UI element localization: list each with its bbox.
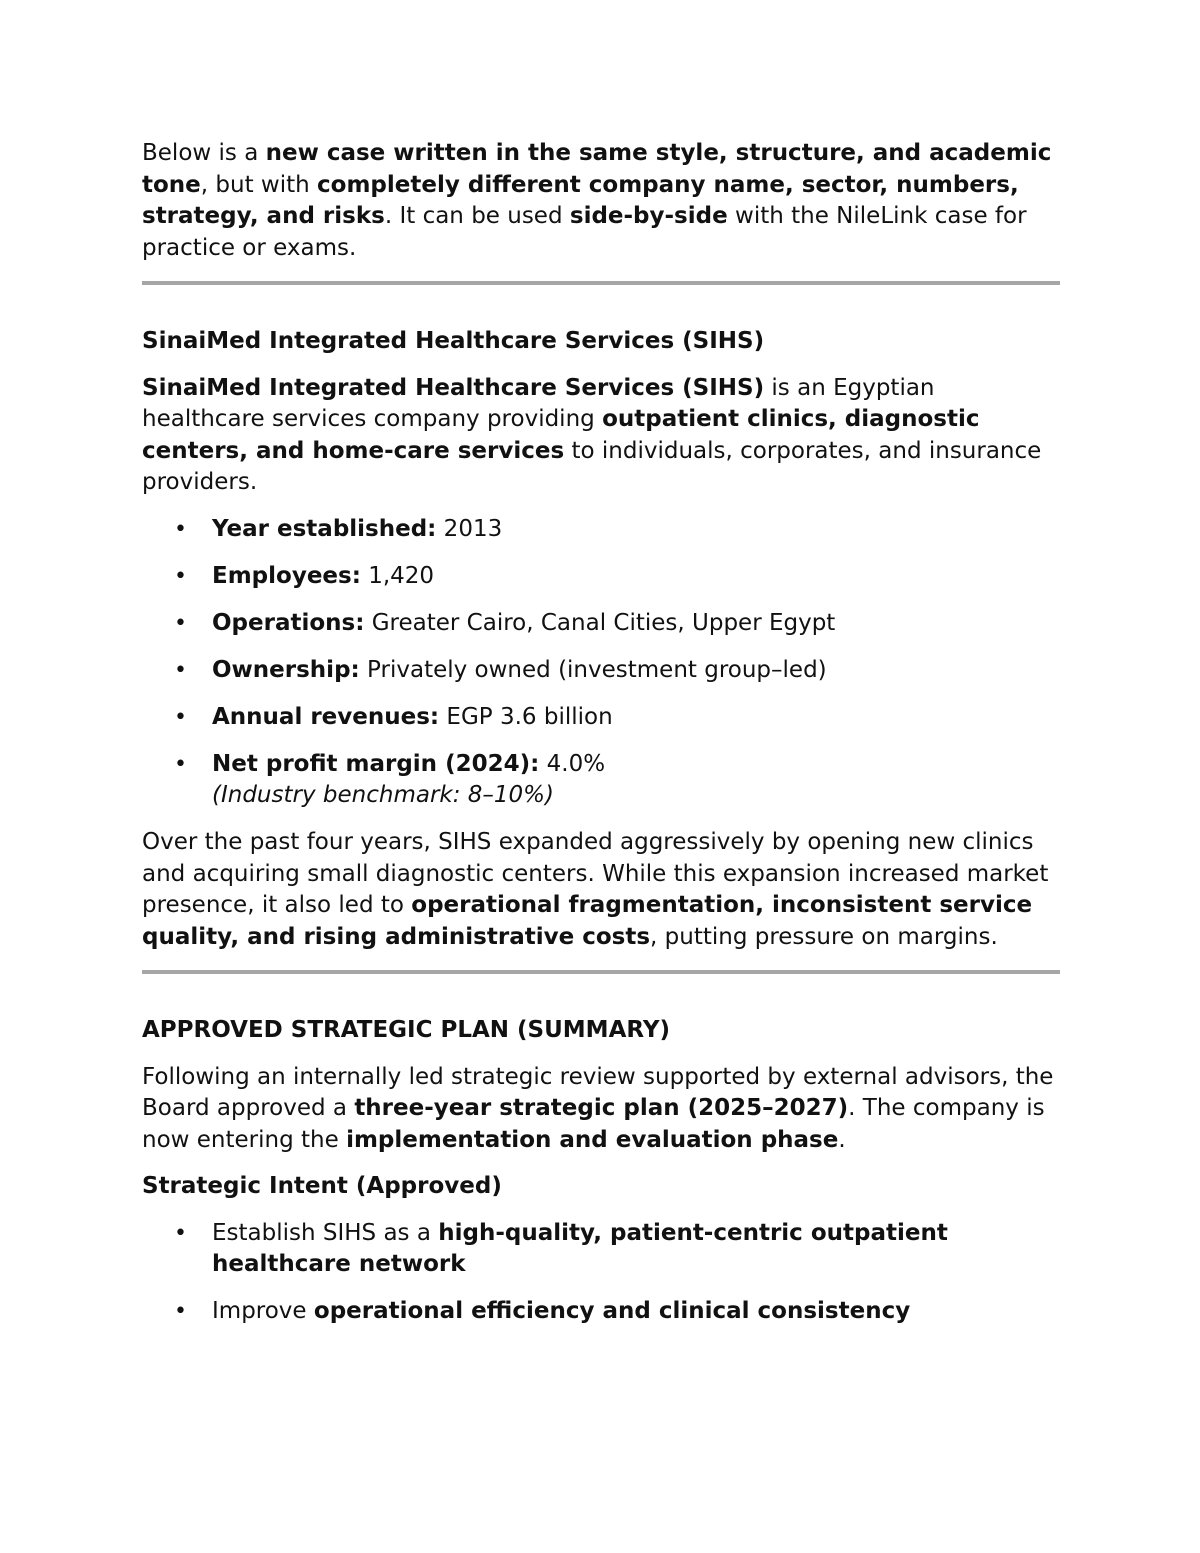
fact-value: EGP 3.6 billion [439,703,613,730]
fact-value: 1,420 [360,562,435,589]
company-heading: SinaiMed Integrated Healthcare Services (SIHS) [142,328,765,354]
company-services-bold: outpatient clinics, diagnostic centers, and home-care services [142,406,980,464]
list-item [142,749,1062,812]
fact-label: Operations: [212,609,365,636]
strategic-intent-list [142,1218,1062,1328]
fact-label: Net profit margin (2024): [212,750,540,777]
company-name-bold: SinaiMed Integrated Healthcare Services (SIHS) [142,374,765,401]
company-desc-text-1: is an Egyptian healthcare services company providing [142,374,935,432]
fact-label: Ownership: [212,656,360,683]
fact-label: Annual revenues: [212,703,440,730]
plan-text-3: . [838,1126,846,1153]
fact-value: Greater Cairo, Canal Cities, Upper Egypt [364,609,836,636]
fact-value: 4.0% [539,750,606,777]
fact-label: Employees: [212,562,361,589]
expansion-text-1: Over the past four years, SIHS expanded aggressively by opening new clinics and acquiring small diagnostic centers. While this expansion increased market presence, it also led to [142,829,1049,918]
list-item [142,1218,1062,1281]
intro-bold-1: new case written in the same style, structure, and academic tone [142,140,1052,198]
fact-value: Privately owned (investment group–led) [359,656,827,683]
strategic-intent-heading: Strategic Intent (Approved) [142,1173,502,1199]
section-divider [142,970,1060,974]
section-divider [142,281,1060,285]
list-item [142,561,1062,593]
intro-paragraph [142,138,1062,264]
expansion-bold: operational fragmentation, inconsistent service quality, and rising administrative costs [142,892,1033,950]
plan-text-2: . The company is now entering the [142,1095,1045,1153]
plan-bold-2: implementation and evaluation phase [346,1126,839,1153]
intent-bold: high-quality, patient-centric outpatient healthcare network [212,1219,948,1277]
intro-text-1: Below is a [142,140,266,166]
list-item [142,655,1062,687]
company-desc-text-2: to individuals, corporates, and insurance providers. [142,437,1042,495]
intent-bold: operational efficiency and clinical consistency [313,1298,911,1324]
expansion-text-2: , putting pressure on margins. [650,923,998,950]
list-item [142,608,1062,640]
plan-text-1: Following an internally led strategic review supported by external advisors, the Board approved a [142,1063,1054,1121]
intent-text: Improve [212,1298,314,1324]
list-item [142,514,1062,546]
fact-label: Year established: [212,515,437,542]
list-item [142,702,1062,734]
intro-text-2: , but with [200,171,318,198]
benchmark-note: (Industry benchmark: 8–10%) [212,782,555,808]
intro-text-3: . It can be used [384,203,570,229]
intro-bold-3: side-by-side [569,203,728,229]
fact-value: 2013 [436,515,503,542]
intro-bold-2: completely different company name, sector, numbers, strategy, and risks [142,171,1019,229]
document-page [142,138,1062,1343]
list-item [142,1296,1062,1328]
plan-paragraph [142,1062,1062,1157]
company-facts-list [142,514,1062,812]
plan-bold-1: three-year strategic plan (2025–2027) [354,1095,849,1121]
intro-text-4: with the NileLink case for practice or exams. [142,203,1027,261]
plan-heading: APPROVED STRATEGIC PLAN (SUMMARY) [142,1017,670,1043]
intent-text: Establish SIHS as a [212,1219,439,1246]
expansion-paragraph [142,827,1062,953]
company-description [142,373,1062,499]
